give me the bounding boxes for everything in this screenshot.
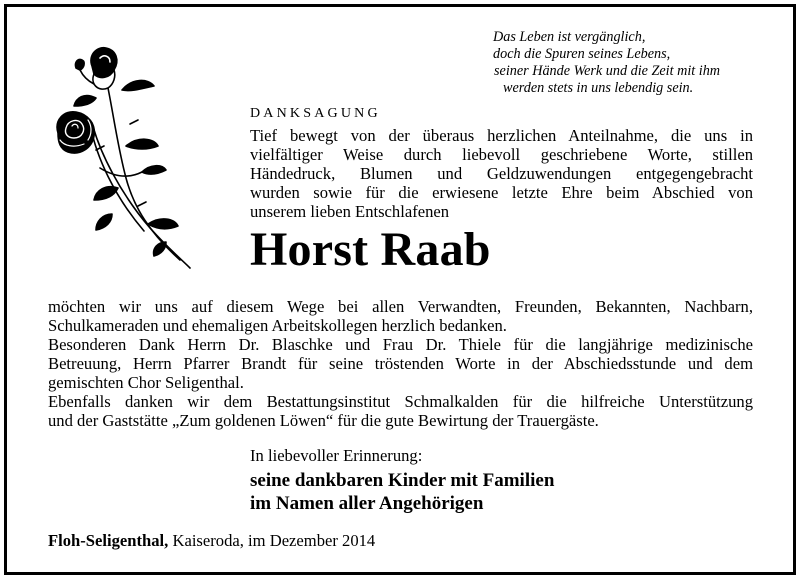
quote-line: doch die Spuren seines Lebens, <box>493 46 671 62</box>
signers-line: seine dankbaren Kinder mit Familien <box>250 470 555 491</box>
quote-line: seiner Hände Werk und die Zeit mit ihm <box>494 63 721 79</box>
intro-line: Händedruck, Blumen und Geldzuwendungen entgegengebracht <box>250 164 753 183</box>
memorial-quote <box>493 29 793 97</box>
place-date <box>48 531 375 551</box>
place-rest: Kaiseroda, im Dezember 2014 <box>168 531 376 550</box>
body-line: Besonderen Dank Herrn Dr. Blaschke und Frau Dr. Thiele für die langjährige medizinische <box>48 335 753 354</box>
intro-line: Tief bewegt von der überaus herzlichen Anteilnahme, die uns in <box>250 126 753 145</box>
body-line: Schulkameraden und ehemaligen Arbeitskollegen herzlich bedanken. <box>48 316 507 335</box>
body-line: und der Gaststätte „Zum goldenen Löwen“ für die gute Bewirtung der Trauergäste. <box>48 411 599 430</box>
body-line: Betreuung, Herrn Pfarrer Brandt für seine tröstenden Worte in der Abschiedsstunde und dem <box>48 354 753 373</box>
intro-text <box>250 126 753 221</box>
quote-line: werden stets in uns lebendig sein. <box>503 80 694 96</box>
quote-line: Das Leben ist vergänglich, <box>493 29 646 45</box>
body-text <box>48 297 753 430</box>
place-town: Floh-Seligenthal, <box>48 531 169 550</box>
rose-illustration <box>30 28 205 273</box>
body-line: Ebenfalls danken wir dem Bestattungsinstitut Schmalkalden für die hilfreiche Unterstützung <box>48 392 753 411</box>
body-line: möchten wir uns auf diesem Wege bei allen Verwandten, Freunden, Bekannten, Nachbarn, <box>48 297 753 316</box>
regards-text: In liebevoller Erinnerung: <box>250 446 423 465</box>
intro-line: vielfältiger Weise durch liebevoll geschriebene Worte, stillen <box>250 145 753 164</box>
body-line: gemischten Chor Seligenthal. <box>48 373 244 392</box>
deceased-name: Horst Raab <box>250 223 491 276</box>
signers <box>250 469 554 515</box>
intro-line: wurden sowie für die erwiesene letzte Ehre beim Abschied von <box>250 183 753 202</box>
signers-line: im Namen aller Angehörigen <box>250 493 484 514</box>
heading: DANKSAGUNG <box>250 106 381 121</box>
intro-line: unserem lieben Entschlafenen <box>250 202 450 221</box>
